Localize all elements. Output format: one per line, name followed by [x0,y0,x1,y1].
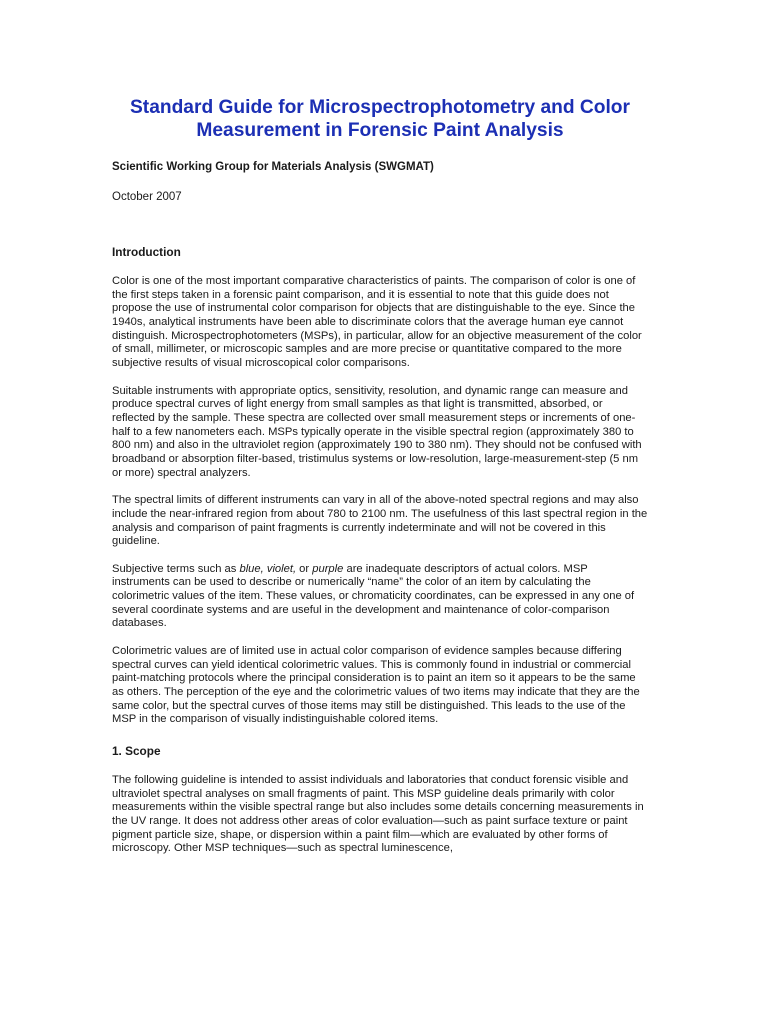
introduction-paragraph-3: The spectral limits of different instruments can vary in all of the above-noted spectral regions and may also include the near-infrared region from about 780 to 2100 nm. The usefulness of this last spectral region in the analysis and comparison of paint fragments is currently indeterminate and will not be covered in this guideline. [112,494,648,548]
p4-lead-text: Subjective terms such as [112,562,240,575]
introduction-paragraph-2: Suitable instruments with appropriate optics, sensitivity, resolution, and dynamic range can measure and produce spectral curves of light energy from small samples as that light is transmitted, absorbed, or reflected by the sample. These spectra are collected over small measurement steps or increments of one-half to a few nanometers each. MSPs typically operate in the visible spectral region (approximately 380 to 800 nm) and also in the ultraviolet region (approximately 190 to 380 nm). They should not be confused with broadband or absorption filter-based, tristimulus systems or low-resolution, large-measurement-step (5 nm or more) spectral analyzers. [112,384,642,479]
introduction-paragraph-1: Color is one of the most important comparative characteristics of paints. The comparison of color is one of the first steps taken in a forensic paint comparison, and it is essential to note that this guide does not propose the use of instrumental color comparison for objects that are distinguishable to the eye. Since the 1940s, analytical instruments have been able to discriminate colors that the average human eye cannot distinguish. Microspectrophotometers (MSPs), in particular, allow for an objective measurement of the color of small, millimeter, or microscopic samples and are more precise or quantitative compared to the more subjective results of visual microscopical color comparisons. [112,275,642,369]
document-subtitle: Scientific Working Group for Materials Analysis (SWGMAT) [112,161,434,173]
title-line-2: Measurement in Forensic Paint Analysis [196,120,564,141]
scope-heading: 1. Scope [112,744,161,759]
introduction-paragraph-4 [112,563,648,631]
document-title [112,96,648,142]
introduction-paragraph-5: Colorimetric values are of limited use in actual color comparison of evidence samples because differing spectral curves can yield identical colorimetric values. This is commonly found in industrial or commercial paint-matching protocols where the principal consideration is to paint an item so it appears to be the same as others. The perception of the eye and the colorimetric values of two items may indicate that they are the same color, but the spectral curves of those items may still be distinguished. This leads to the use of the MSP in the comparison of visually indistinguishable colored items. [112,645,640,726]
term-violet: violet, [266,562,297,575]
document-date: October 2007 [112,191,182,203]
term-purple: purple [312,562,344,575]
term-blue: blue, [239,562,264,575]
title-line-1: Standard Guide for Microspectrophotometry and Color [130,97,630,118]
introduction-heading: Introduction [112,245,181,259]
p4-rest-text: are inadequate descriptors of actual colors. MSP instruments can be used to describe or numerically “name” the color of an item by calculating the colorimetric values of the item. These values, or chromaticity coordinates, can be expressed in any one of several coordinate systems and are useful in the development and maintenance of color-comparison databases. [112,562,635,630]
p4-or-text: or [296,562,313,575]
scope-paragraph-1: The following guideline is intended to assist individuals and laboratories that conduct forensic visible and ultraviolet spectral analyses on small fragments of paint. This MSP guideline deals primarily with color measurements within the visible spectral range but also includes some details concerning measurements in the UV range. It does not address other areas of color evaluation—such as paint surface texture or paint pigment particle size, shape, or dispersion within a paint film—which are evaluated by other forms of microscopy. Other MSP techniques—such as spectral luminescence, [112,774,644,855]
